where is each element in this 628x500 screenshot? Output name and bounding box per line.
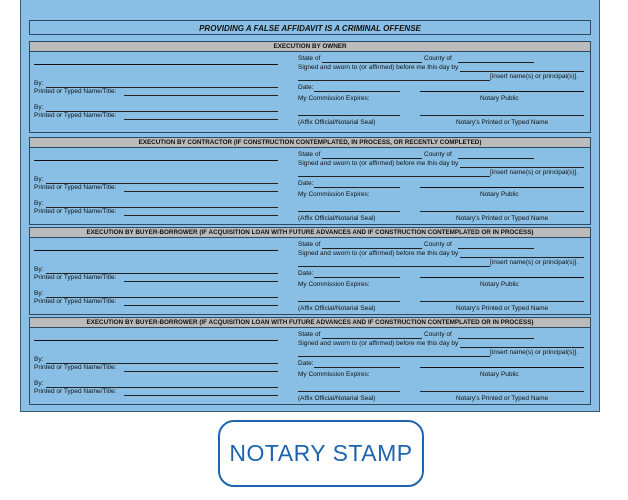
state-line[interactable] [322,158,422,159]
date-line[interactable] [314,187,400,188]
by-label: By: [34,356,44,363]
county-line[interactable] [458,158,534,159]
signature-line[interactable] [34,160,278,161]
by-label: By: [34,290,44,297]
by-label: By: [34,266,44,273]
principal-line[interactable] [460,257,584,258]
notary-printed-name-label: Notary's Printed or Typed Name [456,395,549,402]
commission-expires-label: My Commission Expires: [298,191,370,198]
by-label: By: [34,80,44,87]
notary-name-line[interactable] [420,115,584,116]
printed-name-line[interactable] [124,95,278,96]
state-line[interactable] [322,248,422,249]
printed-name-label: Printed or Typed Name/Title: [34,388,117,395]
by-label: By: [34,104,44,111]
principal-line[interactable] [460,347,584,348]
execution-section [29,317,591,405]
signature-line[interactable] [34,64,278,65]
state-label: State of [298,331,321,338]
notary-printed-name-label: Notary's Printed or Typed Name [456,215,549,222]
notary-signature-line[interactable] [420,91,584,92]
execution-section [29,41,591,133]
state-line[interactable] [322,62,422,63]
commission-expires-label: My Commission Expires: [298,95,370,102]
notary-signature-line[interactable] [420,367,584,368]
printed-name-line[interactable] [124,371,278,372]
commission-line[interactable] [298,211,400,212]
county-label: County of [424,331,452,338]
principal-line[interactable] [460,71,584,72]
insert-names-label: [insert name(s) or principal(s)]. [490,73,579,80]
affidavit-form [20,0,600,412]
section-title: EXECUTION BY BUYER-BORROWER (IF ACQUISITION LOAN WITH FUTURE ADVANCES AND IF CONSTRUCTION CONTEMPLATED OR IN PROCESS) [30,318,590,328]
affix-seal-label: (Affix Official/Notarial Seal) [298,215,376,222]
county-line[interactable] [458,338,534,339]
principal-line-2[interactable] [298,266,490,267]
notary-signature-line[interactable] [420,277,584,278]
county-line[interactable] [458,248,534,249]
insert-names-label: [insert name(s) or principal(s)]. [490,349,579,356]
state-label: State of [298,151,321,158]
county-label: County of [424,241,452,248]
printed-name-label: Printed or Typed Name/Title: [34,208,117,215]
affix-seal-label: (Affix Official/Notarial Seal) [298,305,376,312]
printed-name-line[interactable] [124,119,278,120]
date-label: Date: [298,360,314,367]
printed-name-label: Printed or Typed Name/Title: [34,364,117,371]
date-label: Date: [298,180,314,187]
notary-printed-name-label: Notary's Printed or Typed Name [456,119,549,126]
date-line[interactable] [314,277,400,278]
county-line[interactable] [458,62,534,63]
state-line[interactable] [322,338,422,339]
insert-names-label: [insert name(s) or principal(s)]. [490,169,579,176]
signed-sworn-label: Signed and sworn to (or affirmed) before me this day by [298,340,459,347]
signature-line[interactable] [34,250,278,251]
signed-sworn-label: Signed and sworn to (or affirmed) before me this day by [298,160,459,167]
execution-section [29,137,591,225]
signature-line[interactable] [34,340,278,341]
section-title: EXECUTION BY CONTRACTOR (IF CONSTRUCTION CONTEMPLATED, IN PROCESS, OR RECENTLY COMPLETED) [30,138,590,148]
date-label: Date: [298,84,314,91]
by-label: By: [34,200,44,207]
notary-stamp-label: NOTARY STAMP [218,420,424,487]
notary-printed-name-label: Notary's Printed or Typed Name [456,305,549,312]
printed-name-label: Printed or Typed Name/Title: [34,112,117,119]
principal-line-2[interactable] [298,80,490,81]
printed-name-label: Printed or Typed Name/Title: [34,184,117,191]
section-title: EXECUTION BY BUYER-BORROWER (IF ACQUISITION LOAN WITH FUTURE ADVANCES AND IF CONSTRUCTION CONTEMPLATED OR IN PROCESS) [30,228,590,238]
notary-public-label: Notary Public [480,191,519,198]
commission-line[interactable] [298,115,400,116]
printed-name-label: Printed or Typed Name/Title: [34,274,117,281]
signed-sworn-label: Signed and sworn to (or affirmed) before me this day by [298,250,459,257]
county-label: County of [424,151,452,158]
printed-name-line[interactable] [124,395,278,396]
state-label: State of [298,241,321,248]
commission-expires-label: My Commission Expires: [298,281,370,288]
county-label: County of [424,55,452,62]
notary-name-line[interactable] [420,211,584,212]
affix-seal-label: (Affix Official/Notarial Seal) [298,119,376,126]
printed-name-label: Printed or Typed Name/Title: [34,298,117,305]
notary-name-line[interactable] [420,301,584,302]
notary-signature-line[interactable] [420,187,584,188]
commission-expires-label: My Commission Expires: [298,371,370,378]
by-label: By: [34,176,44,183]
printed-name-line[interactable] [124,191,278,192]
notary-public-label: Notary Public [480,371,519,378]
notary-public-label: Notary Public [480,281,519,288]
execution-section [29,227,591,315]
date-line[interactable] [314,367,400,368]
printed-name-label: Printed or Typed Name/Title: [34,88,117,95]
principal-line[interactable] [460,167,584,168]
date-line[interactable] [314,91,400,92]
commission-line[interactable] [298,391,400,392]
notary-name-line[interactable] [420,391,584,392]
by-label: By: [34,380,44,387]
commission-line[interactable] [298,301,400,302]
notary-public-label: Notary Public [480,95,519,102]
principal-line-2[interactable] [298,176,490,177]
printed-name-line[interactable] [124,281,278,282]
affix-seal-label: (Affix Official/Notarial Seal) [298,395,376,402]
criminal-offense-warning: PROVIDING A FALSE AFFIDAVIT IS A CRIMINAL OFFENSE [29,20,591,35]
section-title: EXECUTION BY OWNER [30,42,590,52]
printed-name-line[interactable] [124,305,278,306]
printed-name-line[interactable] [124,215,278,216]
state-label: State of [298,55,321,62]
principal-line-2[interactable] [298,356,490,357]
signed-sworn-label: Signed and sworn to (or affirmed) before me this day by [298,64,459,71]
date-label: Date: [298,270,314,277]
insert-names-label: [insert name(s) or principal(s)]. [490,259,579,266]
